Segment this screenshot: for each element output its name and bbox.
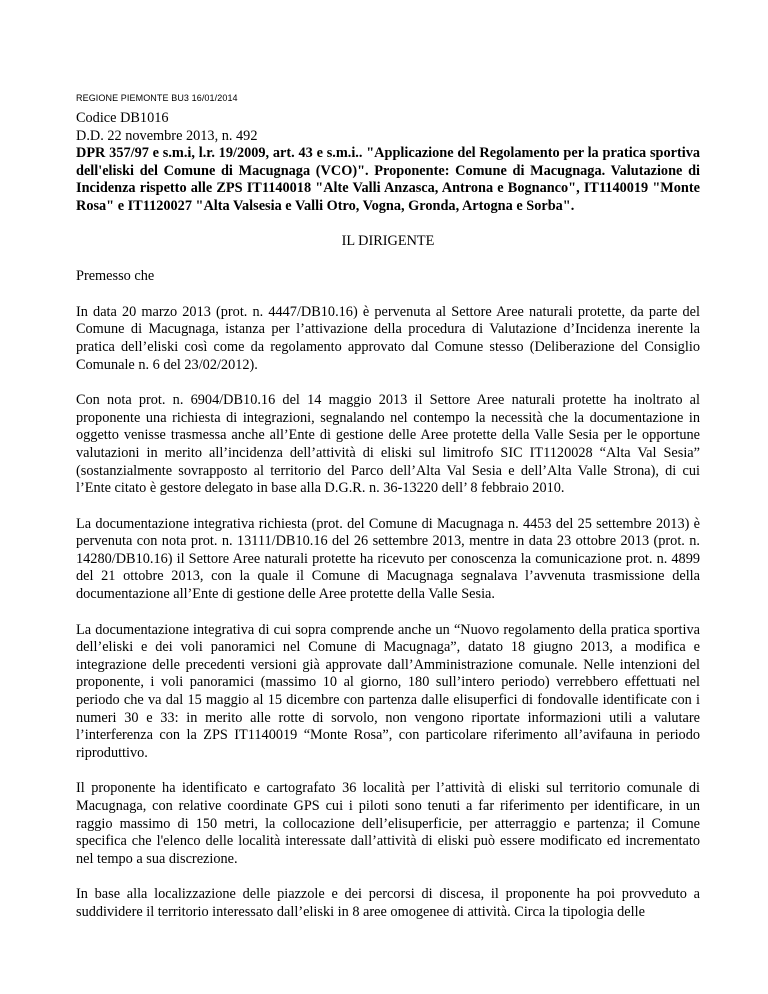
paragraph-2: Con nota prot. n. 6904/DB10.16 del 14 maggio 2013 il Settore Aree naturali protette ha inoltrato al proponente una richiesta di integrazioni, segnalando nel contempo la necessità che la documentazione in oggetto venisse trasmessa anche all’Ente di gestione delle Aree protette della Valle Sesia per le opportune valutazioni in merito all’incidenza dell’attività di eliski sul limitrofo SIC IT1120028 “Alta Val Sesia” (sostanzialmente sovrapposto al territorio del Parco dell’Alta Val Sesia e dell’Alta Valle Strona), di cui l’Ente citato è gestore delegato in base alla D.G.R. n. 36-13220 dell’ 8 febbraio 2010. <box>76 392 700 497</box>
paragraph-6: In base alla localizzazione delle piazzole e dei percorsi di discesa, il proponente ha poi provveduto a suddividere il territorio interessato dall’eliski in 8 aree omogenee di attività. Circa la tipologia delle <box>76 886 700 920</box>
paragraph-3: La documentazione integrativa richiesta (prot. del Comune di Macugnaga n. 4453 del 25 settembre 2013) è pervenuta con nota prot. n. 13111/DB10.16 del 26 settembre 2013, mentre in data 23 ottobre 2013 (prot. n. 14280/DB10.16) il Settore Aree naturali protette ha ricevuto per conoscenza la comunicazione prot. n. 4899 del 21 ottobre 2013, con la quale il Comune di Macugnaga segnalava l’avvenuta trasmissione della documentazione all’Ente di gestione delle Aree protette della Valle Sesia. <box>76 515 700 603</box>
running-header: REGIONE PIEMONTE BU3 16/01/2014 <box>76 93 238 103</box>
section-heading: IL DIRIGENTE <box>341 232 435 249</box>
document-body <box>76 110 700 922</box>
paragraph-4: La documentazione integrativa di cui sopra comprende anche un “Nuovo regolamento della pratica sportiva dell’eliski e dei voli panoramici nel Comune di Macugnaga”, datato 18 giugno 2013, a modifica e integrazione delle precedenti versioni già approvate dall’Amministrazione comunale. Nelle intenzioni del proponente, i voli panoramici (massimo 10 al giorno, 180 sull’intero periodo) verrebbero effettuati nel periodo che va dal 15 maggio al 15 dicembre con partenza dalle elisuperfici di fondovalle identificate con i numeri 30 e 33: in merito alle rotte di sorvolo, non vengono riportate informazioni utili a valutare l’interferenza con la ZPS IT1140019 “Monte Rosa”, con particolare riferimento all’avifauna in periodo riproduttivo. <box>76 621 700 761</box>
document-title: DPR 357/97 e s.m.i, l.r. 19/2009, art. 43 e s.m.i.. "Applicazione del Regolamento per la pratica sportiva dell'eliski del Comune di Macugnaga (VCO)". Proponente: Comune di Macugnaga. Valutazione di Incidenza rispetto alle ZPS IT1140018 "Alte Valli Anzasca, Antrona e Bognanco", IT1140019 "Monte Rosa" e IT1120027 "Alta Valsesia e Valli Otro, Vogna, Gronda, Artogna e Sorba". <box>76 145 700 214</box>
document-code: Codice DB1016 <box>76 110 169 126</box>
premise-label: Premesso che <box>76 268 155 285</box>
paragraph-5: Il proponente ha identificato e cartografato 36 località per l’attività di eliski sul territorio comunale di Macugnaga, con relative coordinate GPS cui i piloti sono tenuti a far riferimento per identificare, in un raggio massimo di 150 metri, la collocazione dell’elisuperficie, per atterraggio e partenza; il Comune specifica che l'elenco delle località interessate dall’attività di eliski può essere modificato ed incrementato nel tempo a sua discrezione. <box>76 780 700 867</box>
paragraph-1: In data 20 marzo 2013 (prot. n. 4447/DB10.16) è pervenuta al Settore Aree naturali protette, da parte del Comune di Macugnaga, istanza per l’attivazione della procedura di Valutazione d’Incidenza inerente la pratica dell’eliski così come da regolamento approvato dal Comune stesso (Deliberazione del Consiglio Comunale n. 6 del 23/02/2012). <box>76 303 700 373</box>
decree-reference: D.D. 22 novembre 2013, n. 492 <box>76 127 258 144</box>
